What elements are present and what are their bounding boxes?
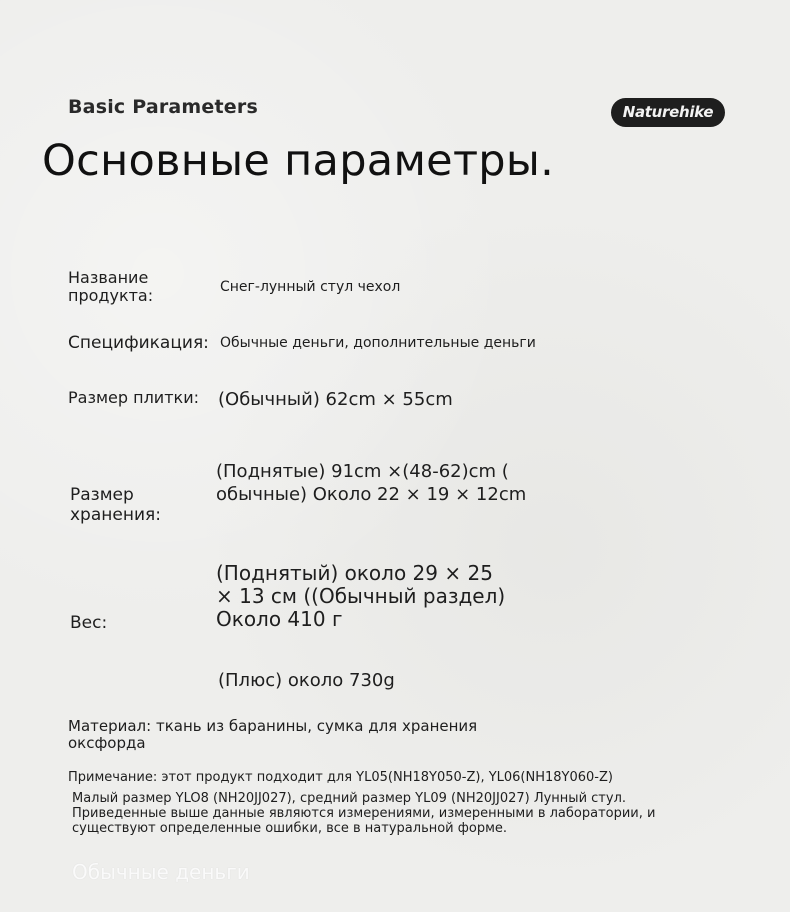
weight-value-line2: × 13 см ((Обычный раздел) [216,584,506,608]
weight-value-line3: Около 410 г [216,607,343,631]
spec-label: Спецификация: [68,333,209,353]
weight-value-line1: (Поднятый) около 29 × 25 [216,561,493,585]
storage-size-value-line1: (Поднятые) 91cm ×(48-62)cm ( [216,461,509,482]
brand-logo: Naturehike [611,98,725,127]
tile-size-label: Размер плитки: [68,388,199,407]
product-name-label-line1: Название [68,268,149,287]
note-line1: Примечание: этот продукт подходит для YL05(NH18Y050-Z), YL06(NH18Y060-Z) [68,770,613,785]
tile-size-value: (Обычный) 62cm × 55cm [218,389,453,410]
storage-size-value-line2: обычные) Около 22 × 19 × 12cm [216,484,527,505]
spec-value: Обычные деньги, дополнительные деньги [220,335,536,351]
material-text [68,718,477,752]
material-line1: Материал: ткань из баранины, сумка для хранения [68,717,478,735]
subtitle: Basic Parameters [68,96,258,118]
storage-size-value [216,460,526,506]
weight-value [216,562,505,631]
product-name-label-line2: продукта: [68,286,154,305]
note-line4: существуют определенные ошибки, все в натуральной форме. [72,821,508,836]
weight-label: Вес: [70,613,108,633]
note-body [72,791,655,836]
product-name-value: Снег-лунный стул чехол [220,279,401,295]
weight-plus-value: (Плюс) около 730g [218,670,395,691]
storage-size-label-line2: хранения: [70,505,161,525]
storage-size-label [70,485,161,525]
product-name-label [68,269,153,305]
material-line2: оксфорда [68,734,146,752]
page-title: Основные параметры. [42,136,555,186]
watermark-text: Обычные деньги [72,860,250,884]
note-line2: Малый размер YLO8 (NH20JJ027), средний размер YL09 (NH20JJ027) Лунный стул. [72,791,627,806]
storage-size-label-line1: Размер [70,485,134,505]
note-line3: Приведенные выше данные являются измерениями, измеренными в лаборатории, и [72,806,656,821]
